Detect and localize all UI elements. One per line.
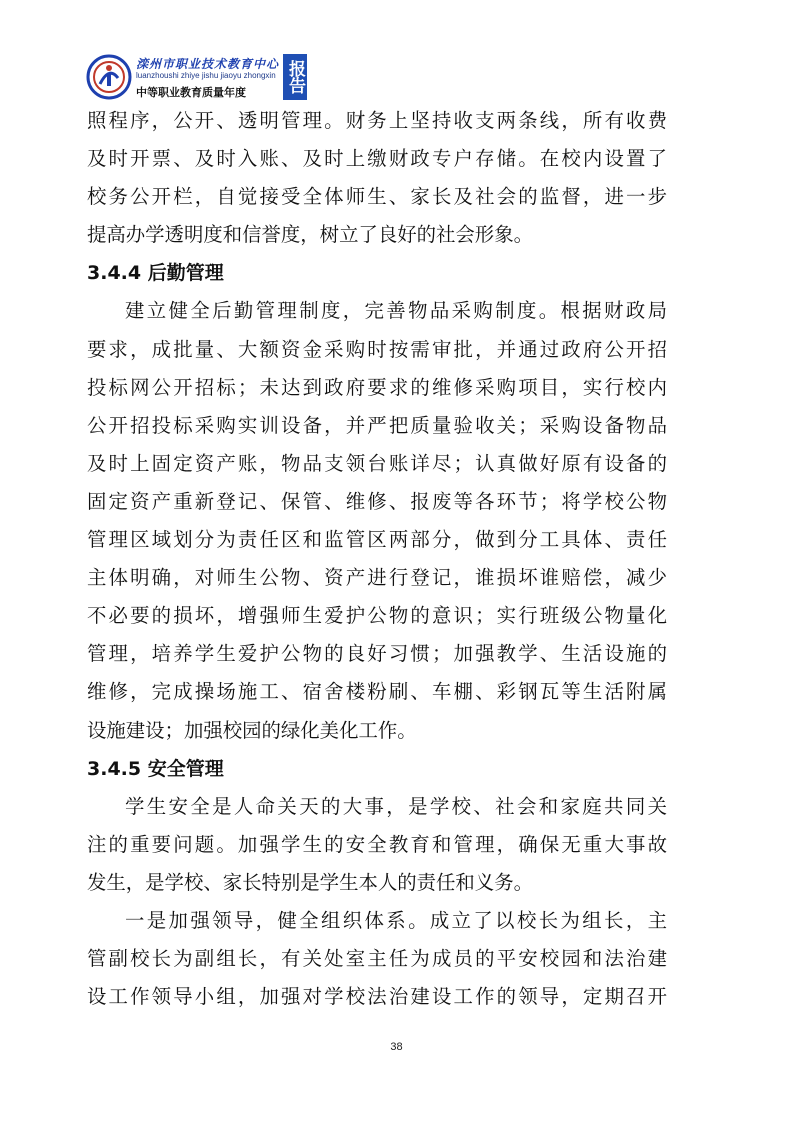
text-line: 发生，是学校、家长特别是学生本人的责任和义务。 bbox=[87, 870, 533, 894]
text-line: 照程序，公开、透明管理。财务上坚持收支两条线，所有收费 bbox=[87, 109, 667, 132]
text-line: 要求，成批量、大额资金采购时按需审批，并通过政府公开招 bbox=[87, 337, 667, 361]
section-heading-3-4-4: 3.4.4 后勤管理 bbox=[87, 262, 224, 285]
text-line: 管副校长为副组长，有关处室主任为成员的平安校园和法治建 bbox=[87, 947, 667, 971]
text-line: 设工作领导小组，加强对学校法治建设工作的领导，定期召开 bbox=[87, 985, 667, 1009]
text-line: 及时上固定资产账，物品支领台账详尽；认真做好原有设备的 bbox=[87, 451, 667, 475]
text-line: 投标网公开招标；未达到政府要求的维修采购项目，实行校内 bbox=[87, 375, 667, 399]
report-title: 中等职业教育质量年度 bbox=[136, 86, 246, 99]
text-line: 及时开票、及时入账、及时上缴财政专户存储。在校内设置了 bbox=[87, 147, 667, 171]
school-name: 滦州市职业技术教育中心 bbox=[136, 57, 280, 71]
text-line: 公开招投标采购实训设备，并严把质量验收关；采购设备物品 bbox=[87, 413, 667, 437]
text-line: 固定资产重新登记、保管、维修、报废等各环节；将学校公物 bbox=[87, 489, 667, 513]
text-line: 注的重要问题。加强学生的安全教育和管理，确保无重大事故 bbox=[87, 832, 667, 856]
paragraph-first-line: 建立健全后勤管理制度，完善物品采购制度。根据财政局 bbox=[125, 299, 667, 323]
paragraph-first-line: 学生安全是人命关天的大事，是学校、社会和家庭共同关 bbox=[125, 794, 667, 818]
page-header bbox=[86, 50, 316, 104]
report-badge: 报告 bbox=[283, 54, 307, 100]
text-line: 管理区域划分为责任区和监管区两部分，做到分工具体、责任 bbox=[87, 528, 667, 552]
page-number: 38 bbox=[390, 1041, 403, 1053]
school-pinyin: luanzhoushi zhiye jishu jiaoyu zhongxin bbox=[136, 71, 276, 80]
school-logo-icon bbox=[86, 54, 132, 100]
text-line: 不必要的损坏，增强师生爱护公物的意识；实行班级公物量化 bbox=[87, 604, 667, 628]
text-line: 提高办学透明度和信誉度，树立了良好的社会形象。 bbox=[87, 223, 533, 247]
text-line: 设施建设；加强校园的绿化美化工作。 bbox=[87, 718, 417, 742]
section-heading-3-4-5: 3.4.5 安全管理 bbox=[87, 757, 224, 780]
document-body bbox=[87, 102, 667, 1016]
text-line: 维修，完成操场施工、宿舍楼粉刷、车棚、彩钢瓦等生活附属 bbox=[87, 680, 667, 704]
text-line: 校务公开栏，自觉接受全体师生、家长及社会的监督，进一步 bbox=[87, 185, 667, 209]
text-line: 主体明确，对师生公物、资产进行登记，谁损坏谁赔偿，减少 bbox=[87, 566, 667, 590]
paragraph-first-line: 一是加强领导，健全组织体系。成立了以校长为组长，主 bbox=[125, 908, 667, 932]
text-line: 管理，培养学生爱护公物的良好习惯；加强教学、生活设施的 bbox=[87, 642, 667, 666]
